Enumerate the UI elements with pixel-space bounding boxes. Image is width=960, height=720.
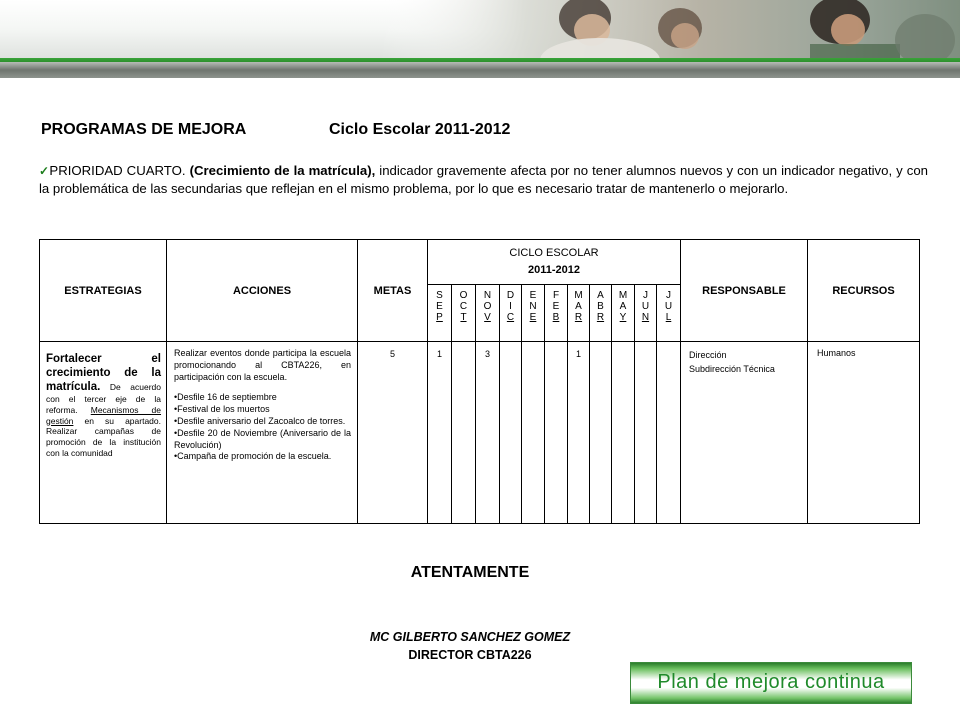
month-value-dic (500, 342, 522, 524)
month-value-jul (657, 342, 681, 524)
month-value-sep: 1 (428, 342, 452, 524)
responsable-cell (681, 342, 808, 524)
list-item: •Desfile 20 de Noviembre (Aniversario de la Revolución) (174, 427, 351, 450)
month-jul: J U L (657, 285, 681, 342)
responsable-subdireccion: Subdirección Técnica (689, 364, 775, 374)
month-sep: S E P (428, 285, 452, 342)
strategy-cell (40, 342, 167, 524)
improvement-plan-table (39, 239, 920, 524)
strategy-title: Fortalecer el crecimiento de la matrícula. (46, 353, 161, 393)
list-item: •Campaña de promoción de la escuela. (174, 451, 332, 462)
month-value-abr (590, 342, 612, 524)
header-estrategias: ESTRATEGIAS (40, 240, 167, 342)
month-ene: E N E (522, 285, 545, 342)
plan-badge (630, 662, 912, 704)
page-title (41, 121, 511, 139)
month-mar: M A R (568, 285, 590, 342)
month-feb: F E B (545, 285, 568, 342)
closing-text: ATENTAMENTE (410, 564, 530, 581)
priority-text: indicador gravemente afecta por no tener alumnos nuevos y con un indicador negativo, y con la problemática de las secundarias que reflejan en el mismo problema, por lo que es necesario tratar de mantenerlo o mejorarlo. (39, 163, 928, 196)
priority-prefix: PRIORIDAD CUARTO. (49, 163, 190, 178)
list-item: •Desfile aniversario del Zacoalco de torres. (174, 415, 346, 426)
header-ciclo-escolar (428, 240, 681, 285)
month-value-mar: 1 (568, 342, 590, 524)
actions-cell (167, 342, 358, 524)
month-nov: N O V (476, 285, 500, 342)
ciclo-year: 2011-2012 (528, 264, 580, 276)
program-title: PROGRAMAS DE MEJORA (41, 121, 247, 138)
recursos-value: Humanos (808, 342, 920, 524)
signature-block (0, 628, 940, 664)
ciclo-label: CICLO ESCOLAR (509, 247, 599, 259)
strategy-text: De acuerdo con el tercer eje de la reforma. (46, 382, 161, 415)
month-value-jun (635, 342, 657, 524)
priority-paragraph (39, 162, 928, 198)
metas-value: 5 (358, 342, 428, 524)
responsable-direccion: Dirección (689, 350, 727, 360)
students-photo (380, 0, 960, 64)
month-abr: A B R (590, 285, 612, 342)
school-cycle: Ciclo Escolar 2011-2012 (329, 121, 511, 138)
month-value-may (612, 342, 635, 524)
signer-name: MC GILBERTO SANCHEZ GOMEZ (369, 630, 571, 644)
month-oct: O C T (452, 285, 476, 342)
actions-list (174, 392, 351, 463)
header-banner (0, 0, 960, 80)
badge-label: Plan de mejora continua (657, 671, 885, 693)
month-dic: D I C (500, 285, 522, 342)
month-value-oct (452, 342, 476, 524)
header-metas: METAS (358, 240, 428, 342)
signer-role: DIRECTOR CBTA226 (408, 648, 532, 662)
strategy-link-text: Mecanismos de gestión (46, 404, 162, 426)
list-item: •Festival de los muertos (174, 404, 270, 415)
header-responsable: RESPONSABLE (681, 240, 808, 342)
month-value-ene (522, 342, 545, 524)
strategy-text-2: en su apartado. Realizar campañas de promoción de la institución con la comunidad (46, 415, 161, 458)
header-acciones: ACCIONES (167, 240, 358, 342)
month-value-feb (545, 342, 568, 524)
table-row (40, 342, 920, 524)
header-recursos: RECURSOS (808, 240, 920, 342)
month-may: M A Y (612, 285, 635, 342)
month-jun: J U N (635, 285, 657, 342)
month-value-nov: 3 (476, 342, 500, 524)
priority-highlight: (Crecimiento de la matrícula), (189, 163, 376, 178)
list-item: •Desfile 16 de septiembre (174, 392, 277, 403)
actions-intro: Realizar eventos donde participa la escuela promocionando al CBTA226, en participación con la escuela. (174, 348, 351, 382)
checkmark-icon: ✓ (39, 164, 50, 178)
